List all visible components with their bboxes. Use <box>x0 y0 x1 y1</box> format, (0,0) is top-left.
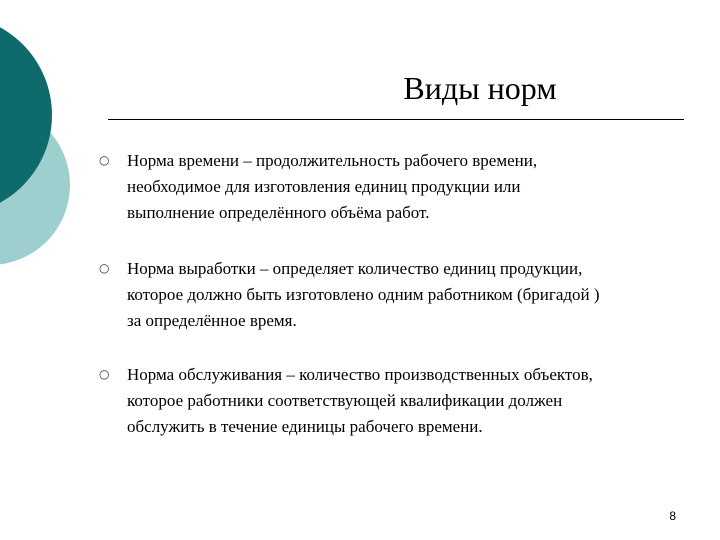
item-line: за определённое время. <box>127 311 297 330</box>
bullet-icon: ○ <box>99 153 110 167</box>
slide-title: Виды норм <box>403 70 557 106</box>
item-line: обслужить в течение единицы рабочего времени. <box>127 417 483 436</box>
bullet-icon: ○ <box>99 367 110 381</box>
bullet-icon: ○ <box>99 261 110 275</box>
item-line: которое работники соответствующей квалификации должен <box>127 391 563 410</box>
item-line: Норма выработки – определяет количество единиц продукции, <box>127 259 583 278</box>
page-number: 8 <box>669 509 676 523</box>
item-line: Норма обслуживания – количество производственных объектов, <box>127 365 593 384</box>
list-item-norm-output <box>127 256 702 334</box>
title-divider <box>108 119 684 120</box>
list-item-norm-service <box>127 362 702 440</box>
item-line: выполнение определённого объёма работ. <box>127 203 430 222</box>
decorative-circles <box>0 0 120 300</box>
list-item-norm-time <box>127 148 702 226</box>
item-line: необходимое для изготовления единиц продукции или <box>127 177 521 196</box>
item-line: которое должно быть изготовлено одним работником (бригадой ) <box>127 285 600 304</box>
item-line: Норма времени – продолжительность рабочего времени, <box>127 151 538 170</box>
